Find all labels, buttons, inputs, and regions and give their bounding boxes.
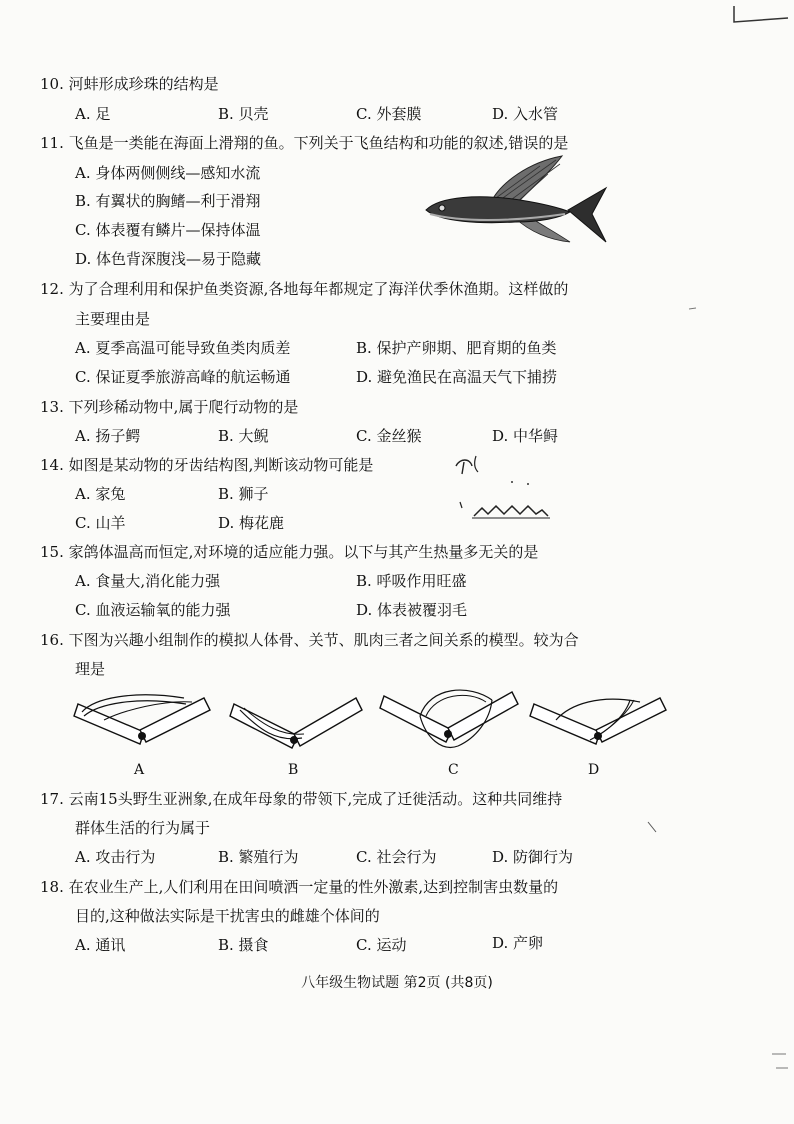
scan-speck [688, 306, 698, 312]
model-d-image[interactable] [530, 690, 670, 760]
q10-option-a[interactable]: A. 足 [75, 105, 111, 123]
q18-option-c[interactable]: C. 运动 [356, 936, 407, 954]
scan-speck [646, 820, 658, 834]
q11-option-c[interactable]: C. 体表覆有鳞片—保持体温 [75, 221, 261, 239]
q18-option-b[interactable]: B. 摄食 [218, 936, 269, 954]
question-10: 10. 河蚌形成珍珠的结构是 [40, 75, 219, 93]
q18-option-d[interactable]: D. 产卵 [492, 934, 544, 952]
q12-option-d[interactable]: D. 避免渔民在高温天气下捕捞 [356, 368, 558, 386]
q12-option-a[interactable]: A. 夏季高温可能导致鱼类肉质差 [75, 339, 291, 357]
question-15: 15. 家鸽体温高而恒定,对环境的适应能力强。以下与其产生热量多无关的是 [40, 543, 539, 561]
scan-mark-corner [730, 4, 790, 28]
model-a-label: A [134, 762, 145, 778]
page-footer: 八年级生物试题 第2页 (共8页) [301, 975, 493, 991]
question-11: 11. 飞鱼是一类能在海面上滑翔的鱼。下列关于飞鱼结构和功能的叙述,错误的是 [40, 134, 569, 152]
teeth-diagram [452, 452, 562, 524]
q17-option-d[interactable]: D. 防御行为 [492, 848, 574, 866]
q14-option-a[interactable]: A. 家兔 [75, 485, 126, 503]
model-c-image[interactable] [380, 686, 530, 760]
q13-option-d[interactable]: D. 中华鲟 [492, 427, 559, 445]
q10-option-d[interactable]: D. 入水管 [492, 105, 559, 123]
model-d-label: D [588, 762, 600, 778]
q13-option-c[interactable]: C. 金丝猴 [356, 427, 422, 445]
question-16: 16. 下图为兴趣小组制作的模拟人体骨、关节、肌肉三者之间关系的模型。较为合 [40, 631, 579, 649]
q11-option-a[interactable]: A. 身体两侧侧线—感知水流 [75, 164, 261, 182]
question-18-cont: 目的,这种做法实际是干扰害虫的雌雄个体间的 [75, 907, 380, 925]
scan-speck [770, 1052, 790, 1072]
question-14: 14. 如图是某动物的牙齿结构图,判断该动物可能是 [40, 456, 374, 474]
q14-option-d[interactable]: D. 梅花鹿 [218, 514, 285, 532]
q15-option-a[interactable]: A. 食量大,消化能力强 [75, 572, 221, 590]
q17-option-c[interactable]: C. 社会行为 [356, 848, 437, 866]
q12-option-c[interactable]: C. 保证夏季旅游高峰的航运畅通 [75, 368, 291, 386]
q17-option-b[interactable]: B. 繁殖行为 [218, 848, 299, 866]
q15-option-c[interactable]: C. 血液运输氧的能力强 [75, 601, 231, 619]
q10-option-b[interactable]: B. 贝壳 [218, 105, 269, 123]
q18-option-a[interactable]: A. 通讯 [75, 936, 126, 954]
q13-option-a[interactable]: A. 扬子鳄 [75, 427, 141, 445]
q15-option-b[interactable]: B. 呼吸作用旺盛 [356, 572, 467, 590]
model-b-image[interactable] [230, 690, 370, 760]
question-16-cont: 理是 [75, 660, 106, 678]
q11-option-b[interactable]: B. 有翼状的胸鳍—利于滑翔 [75, 192, 261, 210]
q17-option-a[interactable]: A. 攻击行为 [75, 848, 156, 866]
question-17: 17. 云南15头野生亚洲象,在成年母象的带领下,完成了迁徙活动。这种共同维持 [40, 790, 563, 808]
question-17-cont: 群体生活的行为属于 [75, 819, 211, 837]
question-18: 18. 在农业生产上,人们利用在田间喷洒一定量的性外激素,达到控制害虫数量的 [40, 878, 559, 896]
question-12: 12. 为了合理利用和保护鱼类资源,各地每年都规定了海洋伏季休渔期。这样做的 [40, 280, 569, 298]
q15-option-d[interactable]: D. 体表被覆羽毛 [356, 601, 468, 619]
q11-option-d[interactable]: D. 体色背深腹浅—易于隐藏 [75, 250, 262, 268]
question-13: 13. 下列珍稀动物中,属于爬行动物的是 [40, 398, 299, 416]
q14-option-c[interactable]: C. 山羊 [75, 514, 126, 532]
q12-option-b[interactable]: B. 保护产卵期、肥育期的鱼类 [356, 339, 557, 357]
q13-option-b[interactable]: B. 大鲵 [218, 427, 269, 445]
question-12-cont: 主要理由是 [75, 310, 151, 328]
model-a-image[interactable] [74, 690, 214, 760]
model-c-label: C [448, 762, 459, 778]
model-b-label: B [288, 762, 299, 778]
flying-fish-image [420, 152, 610, 252]
q10-option-c[interactable]: C. 外套膜 [356, 105, 422, 123]
q14-option-b[interactable]: B. 狮子 [218, 485, 269, 503]
